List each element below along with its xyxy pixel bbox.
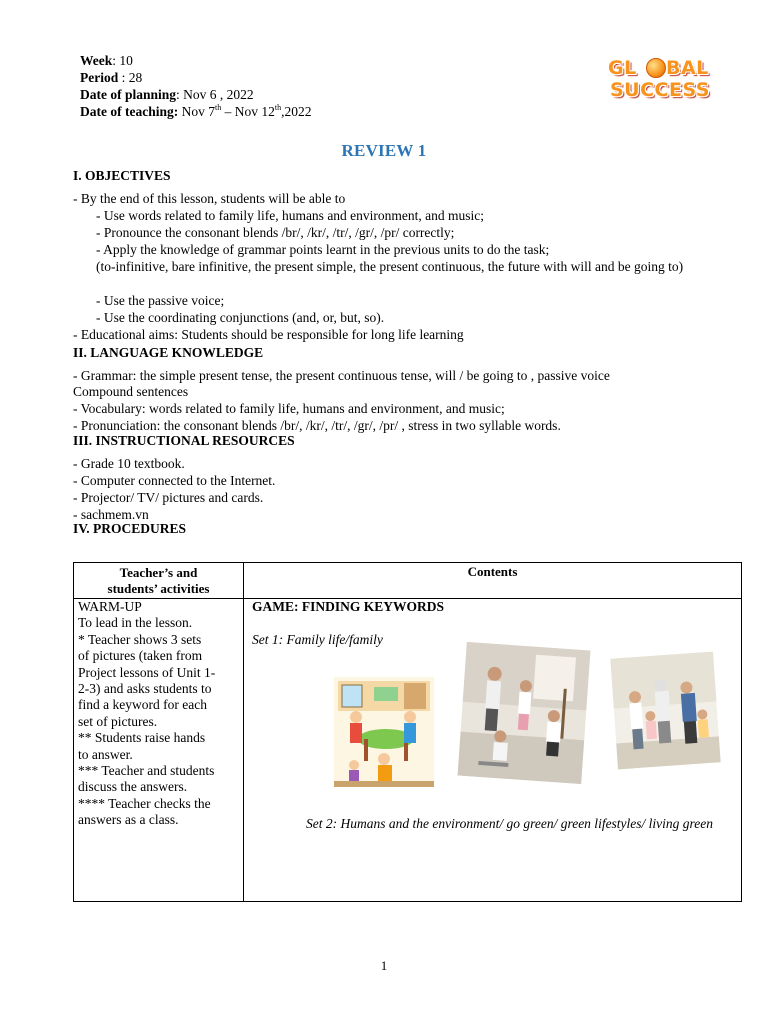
set2-label: Set 2: Humans and the environment/ go green/ green lifestyles/ living green	[306, 816, 714, 831]
activities-cell	[78, 599, 240, 829]
teaching-value-b: – Nov 12	[221, 104, 275, 119]
language-line: - Pronunciation: the consonant blends /br/, /kr/, /tr/, /gr/, /pr/ , stress in two syllable words.	[73, 418, 561, 433]
teaching-sup-b: th	[274, 103, 282, 112]
period-label: Period	[80, 70, 119, 85]
activity-line: * Teacher shows 3 sets	[78, 631, 202, 647]
logo-line2: SUCCESS	[610, 79, 710, 101]
teaching-value-a: Nov 7	[178, 104, 215, 119]
activity-line: discuss the answers.	[78, 779, 188, 795]
set1-label: Set 1: Family life/family	[252, 632, 383, 647]
objective-item: - Pronounce the consonant blends /br/, /kr/, /tr/, /gr/, /pr/ correctly;	[96, 225, 455, 240]
logo-line1-b: BAL	[666, 57, 709, 79]
language-line: Compound sentences	[73, 384, 189, 399]
activity-line: **** Teacher checks the	[78, 795, 211, 811]
educational-aims: - Educational aims: Students should be responsible for long life learning	[73, 327, 464, 342]
procedures-table	[73, 562, 742, 902]
activity-line: to answer.	[78, 746, 133, 762]
resource-line: - Projector/ TV/ pictures and cards.	[73, 490, 264, 505]
objective-item: - Apply the knowledge of grammar points learnt in the previous units to do the task;	[96, 242, 550, 257]
period-value: : 28	[118, 70, 143, 85]
language-heading: II. LANGUAGE KNOWLEDGE	[73, 345, 264, 360]
activity-line: Project lessons of Unit 1-	[78, 664, 216, 680]
resource-line: - Computer connected to the Internet.	[73, 473, 276, 488]
activity-line: set of pictures.	[78, 713, 158, 729]
table-header-activities	[74, 563, 243, 598]
objectives-heading: I. OBJECTIVES	[73, 168, 171, 183]
period-line	[80, 69, 142, 86]
globe-icon	[646, 58, 666, 78]
objective-item: - Use words related to family life, humans and environment, and music;	[96, 208, 485, 223]
objectives-intro: - By the end of this lesson, students will be able to	[73, 191, 346, 206]
table-header-contents: Contents	[467, 564, 518, 579]
planning-label: Date of planning	[80, 87, 177, 102]
language-line: - Vocabulary: words related to family life, humans and environment, and music;	[73, 401, 505, 416]
objective-item: - Use the passive voice;	[96, 293, 225, 308]
grammar-note: (to-infinitive, bare infinitive, the present simple, the present continuous, the future with will and be going to)	[96, 259, 684, 274]
family-kitchen-cartoon-image	[334, 677, 434, 787]
activity-line: 2-3) and asks students to	[78, 681, 212, 697]
objective-item: - Use the coordinating conjunctions (and, or, but, so).	[96, 310, 385, 325]
activity-line: find a keyword for each	[78, 697, 207, 713]
activity-line: WARM-UP	[78, 599, 142, 614]
game-title: GAME: FINDING KEYWORDS	[252, 599, 445, 614]
page-number: 1	[380, 958, 388, 973]
language-line: - Grammar: the simple present tense, the present continuous tense, will / be going to , passive voice	[73, 368, 610, 383]
teaching-sup-a: th	[214, 103, 222, 112]
global-success-logo	[606, 56, 710, 112]
activity-line: ** Students raise hands	[78, 730, 206, 746]
week-label: Week	[80, 53, 113, 68]
three-generation-family-photo-image	[610, 652, 720, 770]
page-title: REVIEW 1	[341, 141, 427, 160]
resource-line: - sachmem.vn	[73, 507, 149, 522]
teaching-label: Date of teaching:	[80, 104, 179, 119]
resource-line: - Grade 10 textbook.	[73, 456, 185, 471]
family-cleaning-photo-image	[457, 642, 590, 784]
resources-heading: III. INSTRUCTIONAL RESOURCES	[73, 433, 295, 448]
planning-line	[80, 86, 254, 103]
week-value: : 10	[112, 53, 133, 68]
week-line	[80, 52, 133, 69]
planning-value: : Nov 6 , 2022	[176, 87, 254, 102]
logo-line1-a: GL	[608, 57, 637, 79]
table-column-divider	[243, 563, 244, 901]
header-activities-line2: students’ activities	[107, 580, 210, 596]
activity-line: answers as a class.	[78, 812, 179, 828]
activity-line: of pictures (taken from	[78, 648, 203, 664]
teaching-value-c: ,2022	[281, 104, 312, 119]
teaching-line	[80, 103, 311, 120]
activity-line: To lead in the lesson.	[78, 615, 193, 631]
procedures-heading: IV. PROCEDURES	[73, 521, 187, 536]
activity-line: *** Teacher and students	[78, 763, 215, 779]
header-activities-line1: Teacher’s and	[119, 564, 198, 580]
